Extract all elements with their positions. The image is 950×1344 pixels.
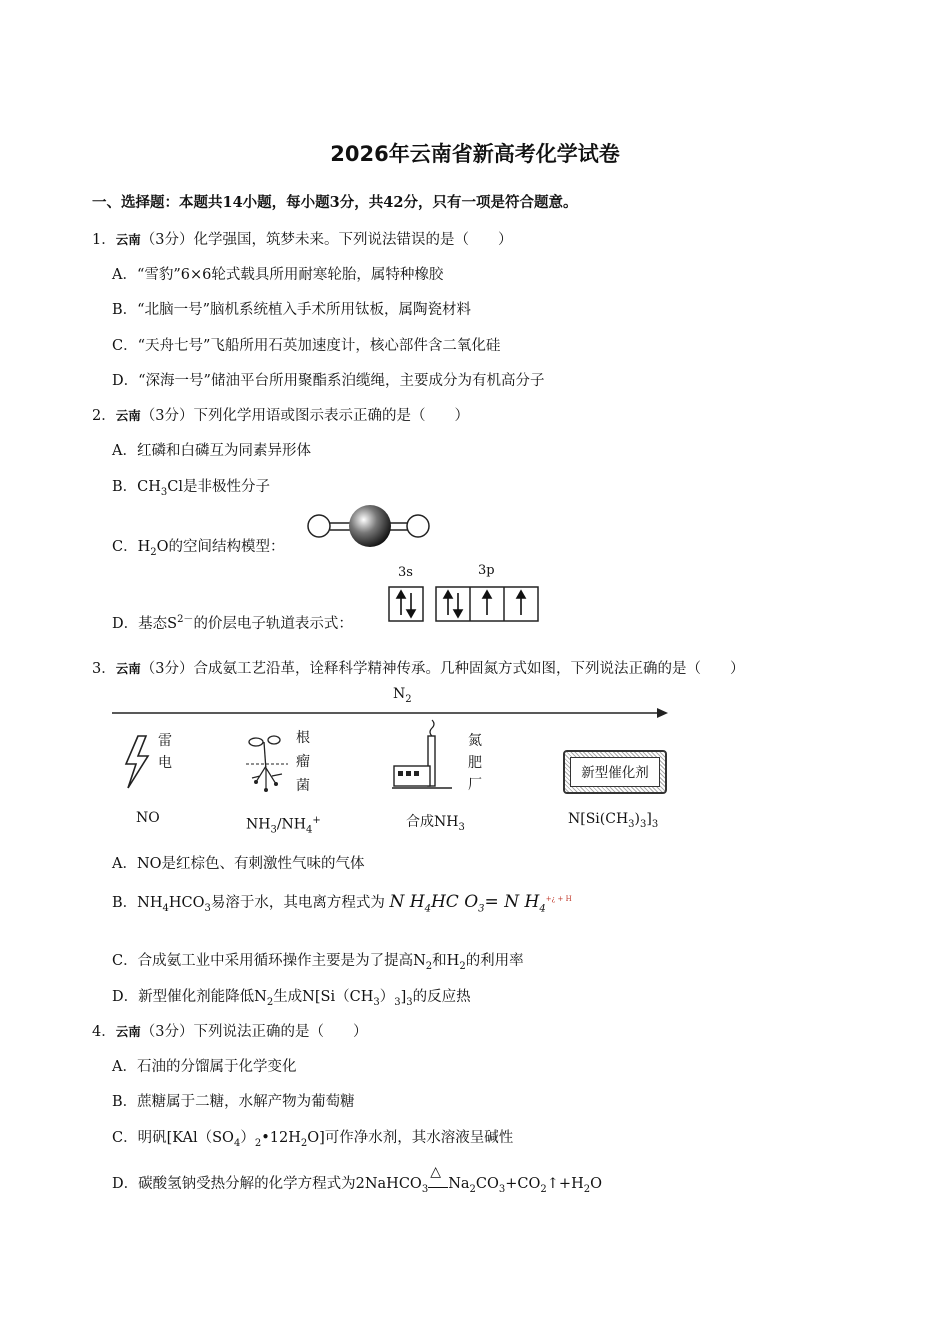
q4-option-a[interactable]: A．石油的分馏属于化学变化 (112, 1059, 297, 1075)
q1-option-b[interactable]: B．“北脑一号”脑机系统植入手术所用钛板，属陶瓷材料 (112, 302, 471, 318)
region-tag: 云南 (115, 661, 141, 676)
question-1 (92, 228, 512, 249)
root-nodule-icon (242, 730, 296, 796)
q4-option-c[interactable]: C．明矾$[KAl(SO_4)_2•12H_2O]$可作净水剂，其水溶液呈碱性 (112, 1130, 514, 1149)
question-number: 2． (92, 408, 116, 424)
lightning-icon (120, 734, 154, 790)
question-text: （3分）化学强国，筑梦未来。下列说法错误的是（ ） (140, 232, 513, 248)
fertilizer-plant-label: 氮 肥 厂 (468, 733, 482, 793)
question-number: 3． (92, 661, 116, 677)
heating-condition: △ (428, 1178, 448, 1188)
question-2 (92, 404, 469, 425)
process-arrow (110, 706, 672, 720)
product-synthetic-nh3: 合成$NH_3$ (406, 814, 465, 833)
catalyst-box (563, 750, 667, 794)
q4-option-b[interactable]: B．蔗糖属于二糖，水解产物为葡萄糖 (112, 1094, 355, 1110)
factory-icon (392, 718, 472, 798)
q3-option-a[interactable]: A．NO是红棕色、有刺激性气味的气体 (112, 856, 365, 872)
question-text: （3分）下列说法正确的是（ ） (140, 1024, 368, 1040)
section-heading: 一、选择题：本题共14小题，每小题3分，共42分，只有一项是符合题意。 (92, 194, 578, 211)
garbled-equation-tail: +¿ + H (545, 895, 572, 904)
ionization-equation: N $H_4HC$ $O_3= N$ $H_4$ (389, 892, 546, 915)
q4-option-d[interactable]: D．碳酸氢钠受热分解的化学方程式为2NaHCO$_3$ △ $Na_2CO_3+CO_2↑+H_2O$ (112, 1164, 602, 1195)
h2o-linear-model-figure (304, 504, 432, 550)
question-number: 4． (92, 1024, 116, 1040)
root-nodule-label: 根 瘤 菌 (296, 730, 310, 794)
region-tag: 云南 (115, 1024, 141, 1039)
q1-option-a[interactable]: A．“雪豹”6×6轮式载具所用耐寒轮胎，属特种橡胶 (112, 267, 444, 283)
q3-option-d[interactable]: D．新型催化剂能降低$N_2$生成$N[Si(CH_3)_3]_3$的反应热 (112, 989, 471, 1008)
question-number: 1． (92, 232, 116, 248)
lightning-label: 雷 电 (158, 733, 172, 771)
question-text: （3分）下列化学用语或图示表示正确的是（ ） (140, 408, 469, 424)
orbital-boxes (388, 585, 548, 625)
product-silylamine: $N[Si(CH_3)_3]_3$ (568, 811, 659, 830)
product-nh3-nh4: $NH_3/NH_4^+$ (246, 815, 321, 836)
question-4 (92, 1020, 367, 1041)
product-no: NO (136, 810, 160, 826)
q2-option-c[interactable]: C．$H_2O$的空间结构模型： (112, 539, 285, 558)
q2-option-d[interactable]: D．基态$S^{2-}$的价层电子轨道表示式： (112, 614, 353, 632)
q3-option-c[interactable]: C．合成氨工业中采用循环操作主要是为了提高$N_2$和$H_2$的利用率 (112, 953, 524, 972)
q2-option-b[interactable]: B．$CH_3Cl$是非极性分子 (112, 479, 271, 498)
question-text: （3分）合成氨工艺沿革，诠释科学精神传承。几种固氮方式如图，下列说法正确的是（ ） (140, 661, 745, 677)
orbital-3s-label: 3s (398, 565, 413, 580)
q1-option-c[interactable]: C．“天舟七号”飞船所用石英加速度计，核心部件含二氧化硅 (112, 338, 501, 354)
question-3 (92, 657, 744, 678)
q2-option-a[interactable]: A．红磷和白磷互为同素异形体 (112, 443, 311, 459)
orbital-3p-label: 3p (478, 563, 495, 578)
arrow-label: $N_2$ (393, 686, 412, 705)
page-title: 2026年云南省新高考化学试卷 (330, 142, 620, 166)
region-tag: 云南 (115, 232, 141, 247)
catalyst-label: 新型催化剂 (570, 757, 660, 787)
q3-option-b[interactable]: B．$NH_4HCO_3$易溶于水，其电离方程式为 N $H_4HC$ $O_3= N$ $H_4^{+¿ + H}$ (112, 892, 572, 915)
nitrogen-fixation-figure (110, 684, 690, 834)
q1-option-d[interactable]: D．“深海一号”储油平台所用聚酯系泊缆绳，主要成分为有机高分子 (112, 373, 545, 389)
region-tag: 云南 (115, 408, 141, 423)
